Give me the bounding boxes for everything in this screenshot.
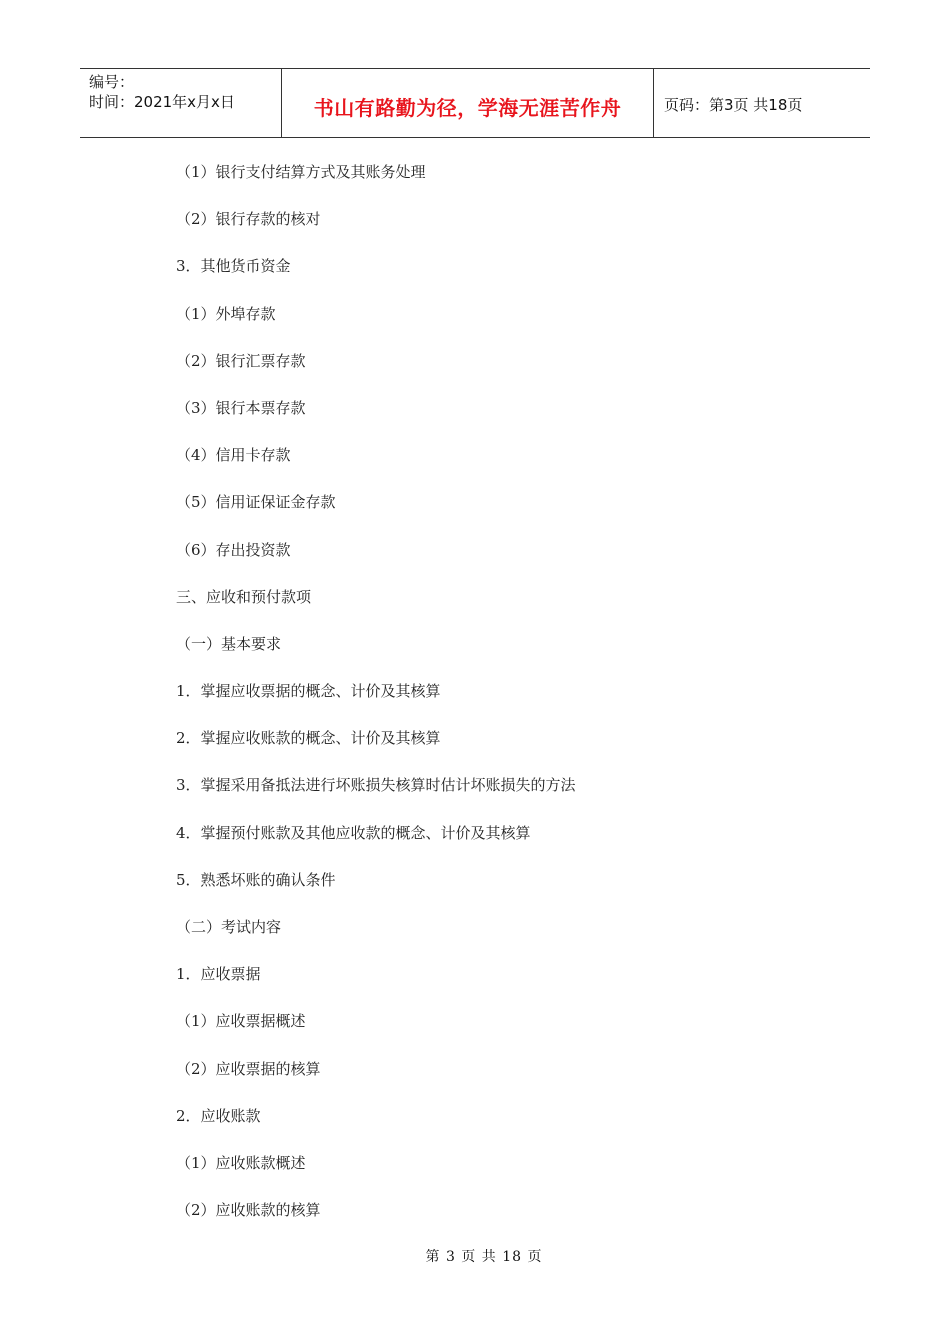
body-line: 1．掌握应收票据的概念、计价及其核算 — [176, 682, 441, 701]
header-page-info: 页码：第3页 共18页 — [664, 95, 803, 114]
doc-date-label: 时间：2021年x月x日 — [89, 93, 235, 111]
body-line: 5．熟悉坏账的确认条件 — [176, 870, 336, 889]
document-body — [176, 159, 836, 1244]
body-line: 3．其他货币资金 — [176, 257, 291, 276]
body-line: （1）应收票据概述 — [176, 1012, 306, 1031]
body-line: （2）应收账款的核算 — [176, 1201, 321, 1220]
body-line: （2）银行汇票存款 — [176, 351, 306, 370]
body-line: （1）应收账款概述 — [176, 1153, 306, 1172]
footer-page-number: 第 3 页 共 18 页 — [425, 1249, 543, 1265]
doc-number-label: 编号： — [89, 73, 135, 91]
header-motto-cell — [282, 69, 654, 137]
body-line: 4．掌握预付账款及其他应收款的概念、计价及其核算 — [176, 823, 531, 842]
section-heading: 三、应收和预付款项 — [176, 587, 312, 606]
subsection-heading: （一）基本要求 — [176, 634, 282, 653]
body-line: 3．掌握采用备抵法进行坏账损失核算时估计坏账损失的方法 — [176, 776, 576, 795]
body-line: （1）外埠存款 — [176, 304, 276, 323]
body-line: （1）银行支付结算方式及其账务处理 — [176, 163, 426, 181]
header-page-cell — [654, 69, 870, 137]
body-line: （2）应收票据的核算 — [176, 1059, 321, 1078]
body-line: （5）信用证保证金存款 — [176, 493, 336, 512]
page-footer — [0, 1246, 950, 1266]
subsection-heading: （二）考试内容 — [176, 918, 282, 936]
header-meta-cell — [80, 69, 282, 137]
body-line: （6）存出投资款 — [176, 540, 291, 559]
header-motto: 书山有路勤为径，学海无涯苦作舟 — [313, 95, 622, 120]
body-line: 2．应收账款 — [176, 1106, 261, 1125]
body-line: （2）银行存款的核对 — [176, 210, 321, 229]
page-header — [80, 68, 870, 138]
body-line: 2．掌握应收账款的概念、计价及其核算 — [176, 729, 441, 748]
body-line: 1．应收票据 — [176, 965, 261, 984]
body-line: （4）信用卡存款 — [176, 446, 291, 465]
body-line: （3）银行本票存款 — [176, 398, 306, 417]
